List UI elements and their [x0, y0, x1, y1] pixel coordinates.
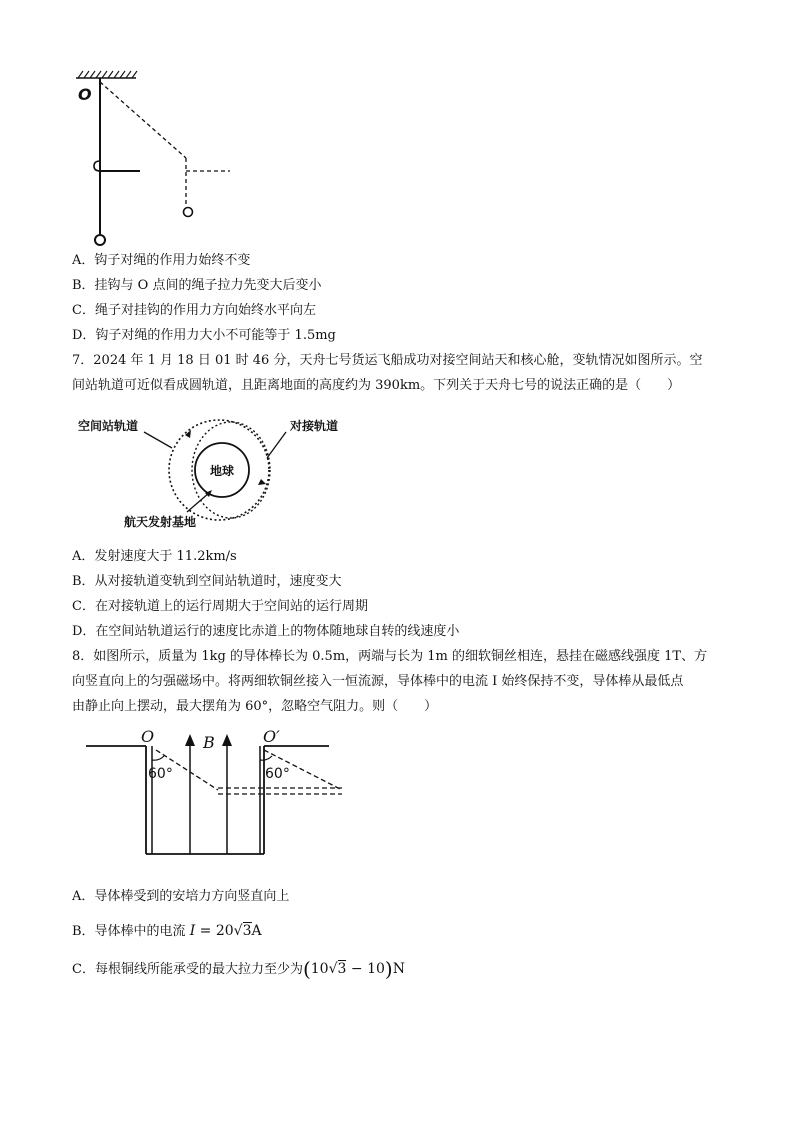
figure-orbits [72, 408, 362, 536]
q8-option-b [72, 922, 262, 941]
q8-option-c-10: 10 [310, 961, 329, 977]
fig3-angle-left: 60° [148, 766, 173, 782]
sqrt-icon: √ [328, 961, 338, 977]
label-launch-base: 航天发射基地 [124, 515, 197, 529]
q7-option-b: B．从对接轨道变轨到空间站轨道时，速度变大 [72, 574, 342, 589]
q8-stem-line1: 8．如图所示，质量为 1kg 的导体棒长为 0.5m，两端与长为 1m 的细软铜丝相连，悬挂在磁感线强度 1T、方 [72, 649, 708, 664]
paren-open-icon: ( [302, 957, 311, 981]
label-earth: 地球 [209, 464, 235, 478]
q8-option-a: A．导体棒受到的安培力方向竖直向上 [72, 889, 290, 904]
q8-option-c-unit: N [392, 961, 405, 977]
q7-stem-line1: 7．2024 年 1 月 18 日 01 时 46 分，天舟七号货运飞船成功对接空间站天和核心舱，变轨情况如图所示。空 [72, 353, 703, 368]
q6-option-a: A．钩子对绳的作用力始终不变 [72, 253, 251, 268]
figure-hook-pendulum [70, 68, 240, 250]
q8-option-c-rest: − 10 [346, 961, 385, 977]
q8-option-c-radicand: 3 [337, 961, 347, 977]
q8-stem-line2: 向竖直向上的匀强磁场中。将两细软铜丝接入一恒流源，导体棒中的电流 I 始终保持不变，导体棒从最低点 [72, 674, 684, 689]
q7-option-d: D．在空间站轨道运行的速度比赤道上的物体随地球自转的线速度小 [72, 624, 460, 639]
q8-option-b-eq: = 20 [195, 923, 234, 939]
q8-stem-line3: 由静止向上摆动，最大摆角为 60°，忽略空气阻力。则（ ） [72, 699, 438, 714]
q8-option-b-text: B．导体棒中的电流 [72, 924, 190, 939]
q7-stem-line2: 间站轨道可近似看成圆轨道，且距离地面的高度约为 390km。下列关于天舟七号的说法正确的是（ ） [72, 378, 681, 393]
fig3-label-o-prime: O′ [263, 727, 280, 746]
q8-option-b-unit: A [251, 923, 262, 939]
q8-option-c-text: C．每根铜线所能承受的最大拉力至少为 [72, 962, 303, 977]
fig3-label-b: B [203, 733, 215, 752]
fig1-label-o: O [78, 85, 92, 104]
figure-conductor-rod [84, 726, 346, 860]
fig3-label-o: O [141, 727, 155, 746]
label-docking-orbit: 对接轨道 [290, 419, 339, 433]
q8-option-b-radicand: 3 [242, 923, 252, 939]
q6-option-c: C．绳子对挂钩的作用力方向始终水平向左 [72, 303, 316, 318]
paren-close-icon: ) [384, 957, 393, 981]
label-station-orbit: 空间站轨道 [78, 419, 139, 433]
q8-option-b-var-i: I [189, 923, 196, 939]
q8-option-c [72, 957, 405, 981]
q6-option-d: D．钩子对绳的作用力大小不可能等于 1.5mg [72, 328, 336, 343]
fig3-angle-right: 60° [265, 766, 290, 782]
sqrt-icon: √ [233, 923, 243, 939]
q7-option-a: A．发射速度大于 11.2km/s [72, 549, 237, 564]
q6-option-b: B．挂钩与 O 点间的绳子拉力先变大后变小 [72, 278, 322, 293]
q7-option-c: C．在对接轨道上的运行周期大于空间站的运行周期 [72, 599, 368, 614]
